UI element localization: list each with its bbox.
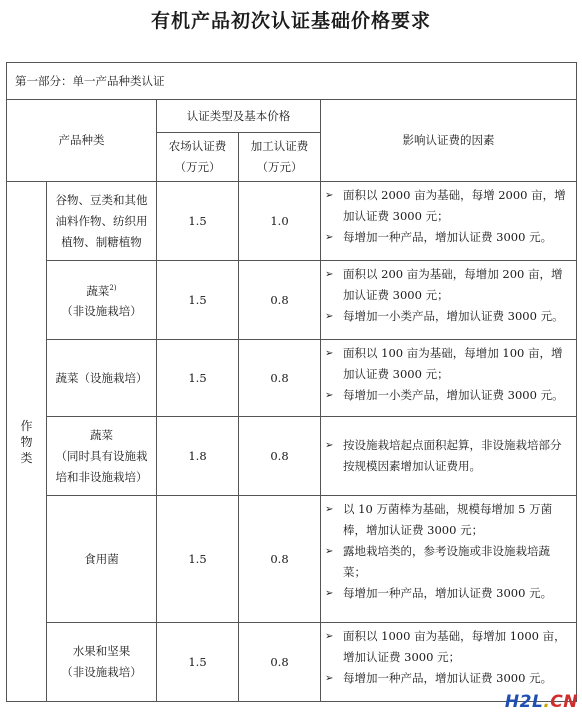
factor-item <box>325 668 572 689</box>
factor-item <box>325 185 572 227</box>
watermark-part: H2L <box>504 692 544 712</box>
factor-item <box>325 435 572 477</box>
factor-text: 每增加一种产品，增加认证费 3000 元。 <box>343 586 553 600</box>
header-process-fee <box>239 133 321 182</box>
pricing-table-wrapper <box>6 62 576 702</box>
header-factors: 影响认证费的因素 <box>321 100 577 182</box>
table-row <box>7 496 577 623</box>
product-name-line: 谷物、豆类和其他 <box>55 192 148 207</box>
arrow-bullet-icon: ➢ <box>325 440 334 451</box>
arrow-bullet-icon: ➢ <box>325 546 334 557</box>
factor-text: 面积以 2000 亩为基础，每增 2000 亩，增加认证费 3000 元； <box>343 188 566 223</box>
process-fee-value: 1.0 <box>239 182 321 261</box>
factor-item <box>325 541 572 583</box>
arrow-bullet-icon: ➢ <box>325 588 334 599</box>
farm-fee-value: 1.5 <box>157 623 239 702</box>
header-cert-type-price: 认证类型及基本价格 <box>157 100 321 133</box>
product-name-line: 植物、制糖植物 <box>61 234 142 249</box>
factor-item <box>325 626 572 668</box>
factor-item <box>325 385 572 406</box>
arrow-bullet-icon: ➢ <box>325 232 334 243</box>
table-row <box>7 623 577 702</box>
table-row <box>7 417 577 496</box>
factor-text: 面积以 200 亩为基础，每增加 200 亩，增加认证费 3000 元； <box>343 267 563 302</box>
process-fee-unit: （万元） <box>256 160 303 174</box>
process-fee-label: 加工认证费 <box>250 139 309 153</box>
factor-item <box>325 227 572 248</box>
factor-text: 露地栽培类的，参考设施或非设施栽培蔬菜； <box>343 544 550 579</box>
factor-item <box>325 583 572 604</box>
factor-text: 每增加一种产品，增加认证费 3000 元。 <box>343 671 553 685</box>
table-row <box>7 261 577 340</box>
pricing-table <box>6 62 577 702</box>
part-label: 第一部分：单一产品种类认证 <box>7 63 577 100</box>
process-fee-value: 0.8 <box>239 623 321 702</box>
factor-text: 以 10 万菌棒为基础，规模每增加 5 万菌棒，增加认证费 3000 元； <box>343 502 553 537</box>
factors-cell <box>321 261 577 340</box>
factors-cell <box>321 417 577 496</box>
arrow-bullet-icon: ➢ <box>325 504 334 515</box>
footnote-mark: 2) <box>109 283 117 292</box>
table-row <box>7 182 577 261</box>
arrow-bullet-icon: ➢ <box>325 190 334 201</box>
factor-item <box>325 264 572 306</box>
product-name-cell <box>47 182 157 261</box>
farm-fee-value: 1.5 <box>157 261 239 340</box>
process-fee-value: 0.8 <box>239 261 321 340</box>
product-name-line: 培和非设施栽培） <box>55 469 148 484</box>
process-fee-value: 0.8 <box>239 496 321 623</box>
farm-fee-value: 1.8 <box>157 417 239 496</box>
product-name-line: 蔬菜 <box>90 427 113 442</box>
farm-fee-label: 农场认证费 <box>168 139 227 153</box>
farm-fee-value: 1.5 <box>157 496 239 623</box>
header-farm-fee <box>157 133 239 182</box>
farm-fee-unit: （万元） <box>174 160 221 174</box>
factor-text: 每增加一种产品，增加认证费 3000 元。 <box>343 230 553 244</box>
factor-item <box>325 343 572 385</box>
product-name-cell <box>47 417 157 496</box>
product-name-cell <box>47 623 157 702</box>
product-name-cell <box>47 340 157 417</box>
factor-text: 面积以 1000 亩为基础，每增加 1000 亩，增加认证费 3000 元； <box>343 629 566 664</box>
table-row <box>7 340 577 417</box>
product-name-line <box>47 278 156 302</box>
factor-text: 每增加一小类产品，增加认证费 3000 元。 <box>343 309 564 323</box>
factor-text: 每增加一小类产品，增加认证费 3000 元。 <box>343 388 564 402</box>
product-name-cell <box>47 496 157 623</box>
product-name-line: （同时具有设施栽 <box>55 448 148 463</box>
arrow-bullet-icon: ➢ <box>325 269 334 280</box>
factors-cell <box>321 496 577 623</box>
watermark-logo <box>505 692 578 712</box>
arrow-bullet-icon: ➢ <box>325 348 334 359</box>
page-title: 有机产品初次认证基础价格要求 <box>150 10 431 32</box>
factors-cell <box>321 623 577 702</box>
farm-fee-value: 1.5 <box>157 340 239 417</box>
factor-text: 按设施栽培起点面积起算，非设施栽培部分按规模因素增加认证费用。 <box>343 438 562 473</box>
product-name-line: 食用菌 <box>84 551 119 566</box>
factor-text: 面积以 100 亩为基础，每增加 100 亩，增加认证费 3000 元； <box>343 346 563 381</box>
watermark-dot: . <box>543 692 551 712</box>
product-name-text: 蔬菜 <box>86 283 110 298</box>
product-name-line: 蔬菜（设施栽培） <box>55 370 148 385</box>
factor-item <box>325 306 572 327</box>
product-name-cell <box>47 261 157 340</box>
product-name-line: （非设施栽培） <box>61 665 142 679</box>
category-cell <box>7 182 47 702</box>
process-fee-value: 0.8 <box>239 417 321 496</box>
product-name-line: （非设施栽培） <box>61 304 142 319</box>
factors-cell <box>321 340 577 417</box>
product-name-line: 油料作物、纺织用 <box>55 213 148 228</box>
process-fee-value: 0.8 <box>239 340 321 417</box>
factors-cell <box>321 182 577 261</box>
arrow-bullet-icon: ➢ <box>325 390 334 401</box>
arrow-bullet-icon: ➢ <box>325 311 334 322</box>
factor-item <box>325 499 572 541</box>
farm-fee-value: 1.5 <box>157 182 239 261</box>
product-name-line: 水果和坚果 <box>72 644 131 658</box>
header-row-1 <box>7 100 577 133</box>
arrow-bullet-icon: ➢ <box>325 673 334 684</box>
header-product-type: 产品种类 <box>7 100 157 182</box>
category-label: 作物类 <box>20 418 33 465</box>
watermark-part: CN <box>550 692 578 712</box>
arrow-bullet-icon: ➢ <box>325 631 334 642</box>
part-row <box>7 63 577 100</box>
